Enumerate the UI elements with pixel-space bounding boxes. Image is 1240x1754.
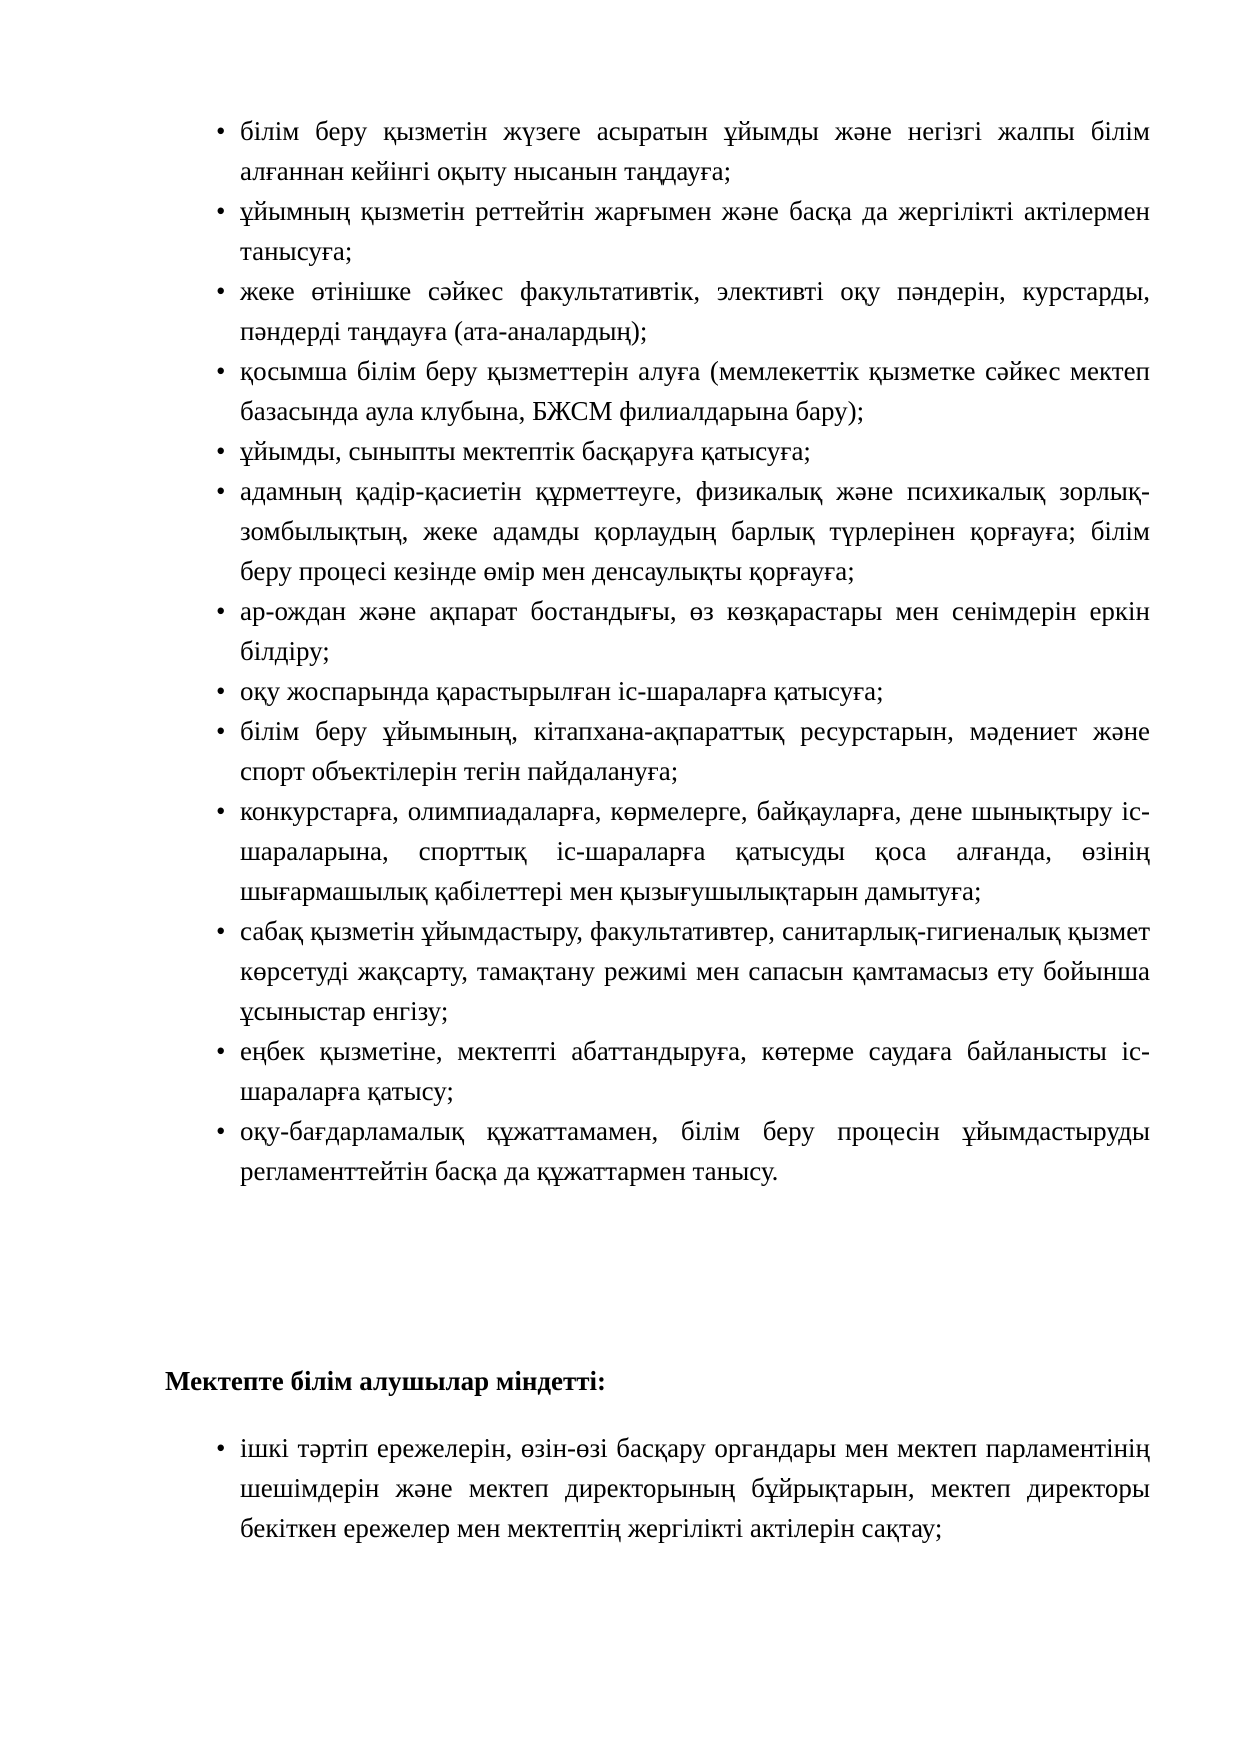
list-item: • ұйымның қызметін реттейтін жарғымен және басқа да жергілікті актілермен танысуға;: [165, 191, 1150, 271]
list-item: • оқу жоспарында қарастырылған іс-шараларға қатысуға;: [165, 671, 1150, 711]
list-item: • сабақ қызметін ұйымдастыру, факультативтер, санитарлық-гигиеналық қызмет көрсетуді жақсарту, тамақтану режимі мен сапасын қамтамасыз ету бойынша ұсыныстар енгізу;: [165, 911, 1150, 1031]
list-item: • адамның қадір-қасиетін құрметтеуге, физикалық және психикалық зорлық-зомбылықтың, жеке адамды қорлаудың барлық түрлерінен қорғауға; білім беру процесі кезінде өмір мен денсаулықты қорғауға;: [165, 471, 1150, 591]
list-item: • ар-ождан және ақпарат бостандығы, өз көзқарастары мен сенімдерін еркін білдіру;: [165, 591, 1150, 671]
list-item: • жеке өтінішке сәйкес факультативтік, элективті оқу пәндерін, курстарды, пәндерді таңдауға (ата-аналардың);: [165, 271, 1150, 351]
rights-bullet-list: [165, 111, 1150, 1191]
duties-bullet-list: [165, 1428, 1150, 1548]
list-item: • ұйымды, сыныпты мектептік басқаруға қатысуға;: [165, 431, 1150, 471]
list-item: • білім беру ұйымының, кітапхана-ақпараттық ресурстарын, мәдениет және спорт объектілерін тегін пайдалануға;: [165, 711, 1150, 791]
list-item: • ішкі тәртіп ережелерін, өзін-өзі басқару органдары мен мектеп парламентінің шешімдерін және мектеп директорының бұйрықтарын, мектеп директоры бекіткен ережелер мен мектептің жергілікті актілерін сақтау;: [165, 1428, 1150, 1548]
list-item: • оқу-бағдарламалық құжаттамамен, білім беру процесін ұйымдастыруды регламенттейтін басқа да құжаттармен танысу.: [165, 1111, 1150, 1191]
list-item: • қосымша білім беру қызметтерін алуға (мемлекеттік қызметке сәйкес мектеп базасында аула клубына, БЖСМ филиалдарына бару);: [165, 351, 1150, 431]
duties-heading: Мектепте білім алушылар міндетті:: [165, 1366, 607, 1396]
list-item: • конкурстарға, олимпиадаларға, көрмелерге, байқауларға, дене шынықтыру іс-шараларына, спорттық іс-шараларға қатысуды қоса алғанда, өзінің шығармашылық қабілеттері мен қызығушылықтарын дамытуға;: [165, 791, 1150, 911]
list-item: • білім беру қызметін жүзеге асыратын ұйымды және негізгі жалпы білім алғаннан кейінгі оқыту нысанын таңдауға;: [165, 111, 1150, 191]
list-item: • еңбек қызметіне, мектепті абаттандыруға, көтерме саудаға байланысты іс-шараларға қатысу;: [165, 1031, 1150, 1111]
